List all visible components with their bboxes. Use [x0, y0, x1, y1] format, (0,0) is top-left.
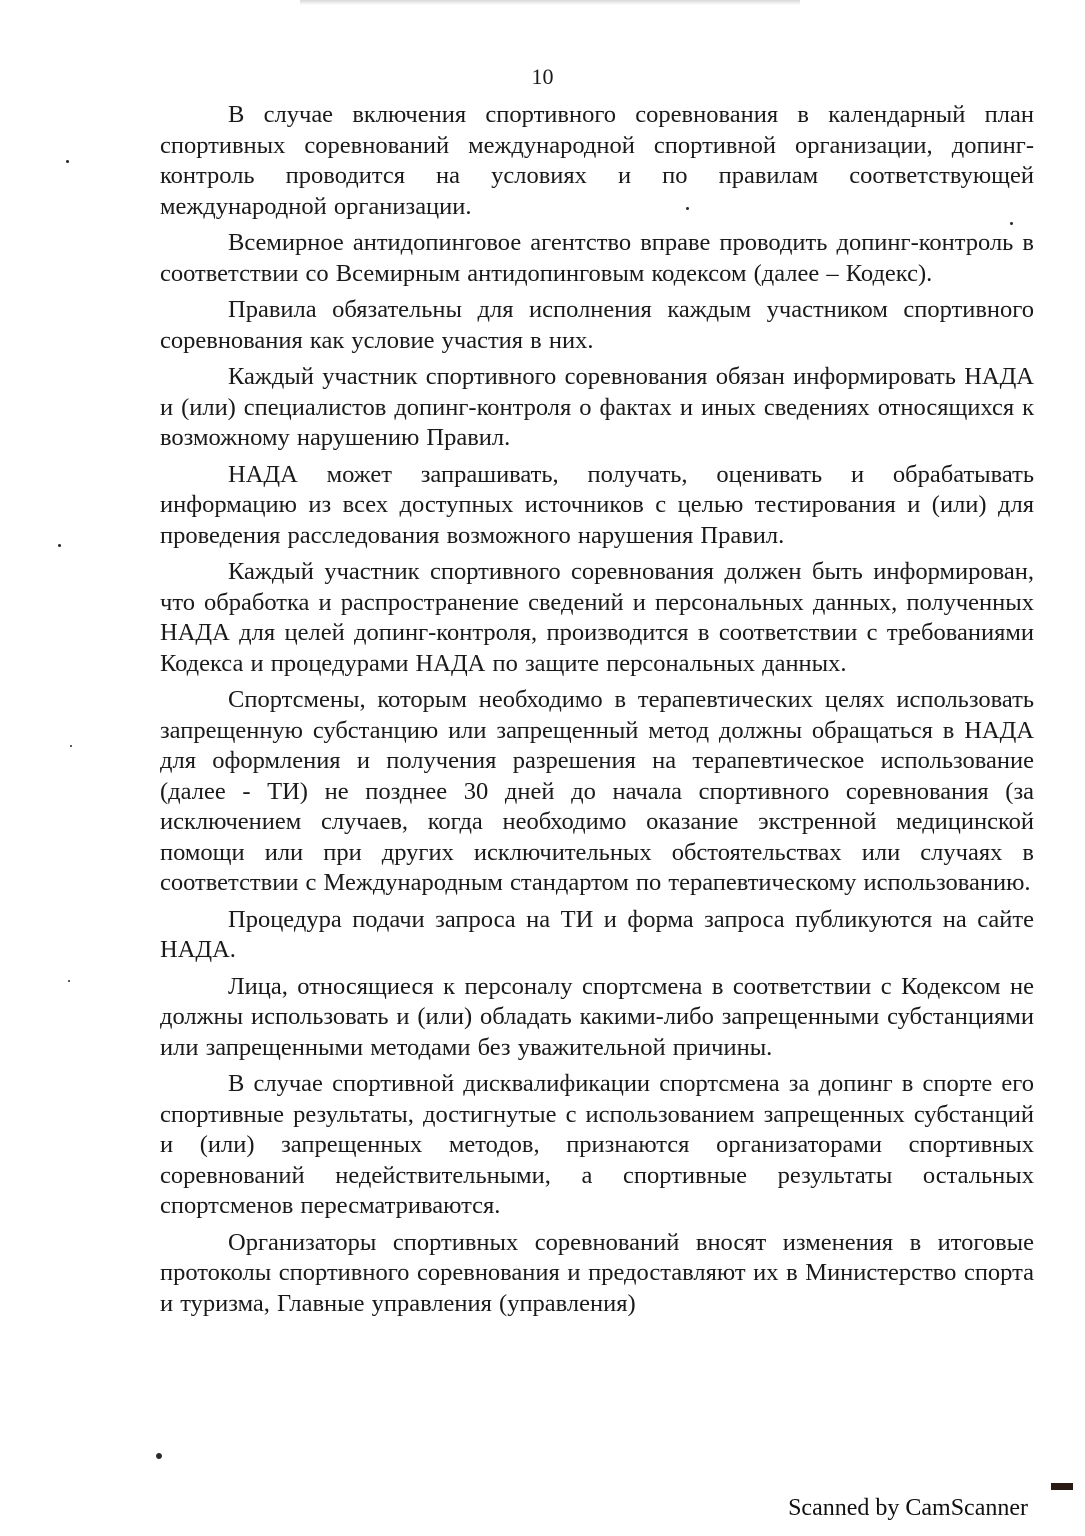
scanner-watermark: Scanned by CamScanner — [788, 1495, 1028, 1521]
scan-speck — [156, 1453, 162, 1459]
paragraph: Каждый участник спортивного соревнования обязан информировать НАДА и (или) специалистов допинг-контроля о фактах и иных сведениях относящихся к возможному нарушению Правил. — [160, 363, 1034, 451]
scan-speck — [70, 745, 72, 747]
scan-corner-mark — [1051, 1483, 1073, 1490]
page-number: 10 — [531, 64, 554, 89]
scan-speck — [58, 544, 61, 547]
scan-speck — [66, 160, 69, 163]
paragraph: Организаторы спортивных соревнований вносят изменения в итоговые протоколы спортивного соревнования и предоставляют их в Министерство спорта и туризма, Главные управления (управления) — [160, 1228, 1034, 1317]
paragraph: Спортсмены, которым необходимо в терапевтических целях использовать запрещенную субстанцию или запрещенный метод должны обращаться в НАДА для оформления и получения разрешения на терапевтическое использование (далее - ТИ) не позднее 30 дней до начала спортивного соревнования (за исключением случаев, когда необходимо оказание экстренной медицинской помощи или при других исключительных обстоятельствах или случаях в соответствии с Международным стандартом по терапевтическому использованию. — [160, 686, 1034, 896]
scan-top-edge — [300, 0, 800, 5]
paragraph: Процедура подачи запроса на ТИ и форма запроса публикуются на сайте НАДА. — [160, 905, 1034, 963]
paragraph: В случае включения спортивного соревнования в календарный план спортивных соревнований международной спортивной организации, допинг-контроль проводится на условиях и по правилам соответствующей международной организации. — [160, 101, 1034, 220]
scan-speck — [68, 980, 70, 982]
paragraph: НАДА может запрашивать, получать, оценивать и обрабатывать информацию из всех доступных источников с целью тестирования и (или) для проведения расследования возможного нарушения Правил. — [160, 460, 1034, 549]
document-body — [160, 100, 1034, 1325]
paragraph: Каждый участник спортивного соревнования должен быть информирован, что обработка и распространение сведений и персональных данных, полученных НАДА для целей допинг-контроля, производится в соответствии с требованиями Кодекса и процедурами НАДА по защите персональных данных. — [160, 558, 1034, 677]
paragraph: Лица, относящиеся к персоналу спортсмена в соответствии с Кодексом не должны использовать и (или) обладать какими-либо запрещенными субстанциями или запрещенными методами без уважительной причины. — [160, 972, 1034, 1061]
scan-speck — [1010, 222, 1013, 225]
paragraph: Правила обязательны для исполнения каждым участником спортивного соревнования как условие участия в них. — [160, 296, 1034, 354]
scan-speck — [686, 207, 689, 210]
paragraph: В случае спортивной дисквалификации спортсмена за допинг в спорте его спортивные результаты, достигнутые с использованием запрещенных субстанций и (или) запрещенных методов, признаются организаторами спортивных соревнований недействительными, а спортивные результаты остальных спортсменов пересматриваются. — [160, 1070, 1034, 1219]
paragraph: Всемирное антидопинговое агентство вправе проводить допинг-контроль в соответствии со Всемирным антидопинговым кодексом (далее – Кодекс). — [160, 229, 1034, 287]
